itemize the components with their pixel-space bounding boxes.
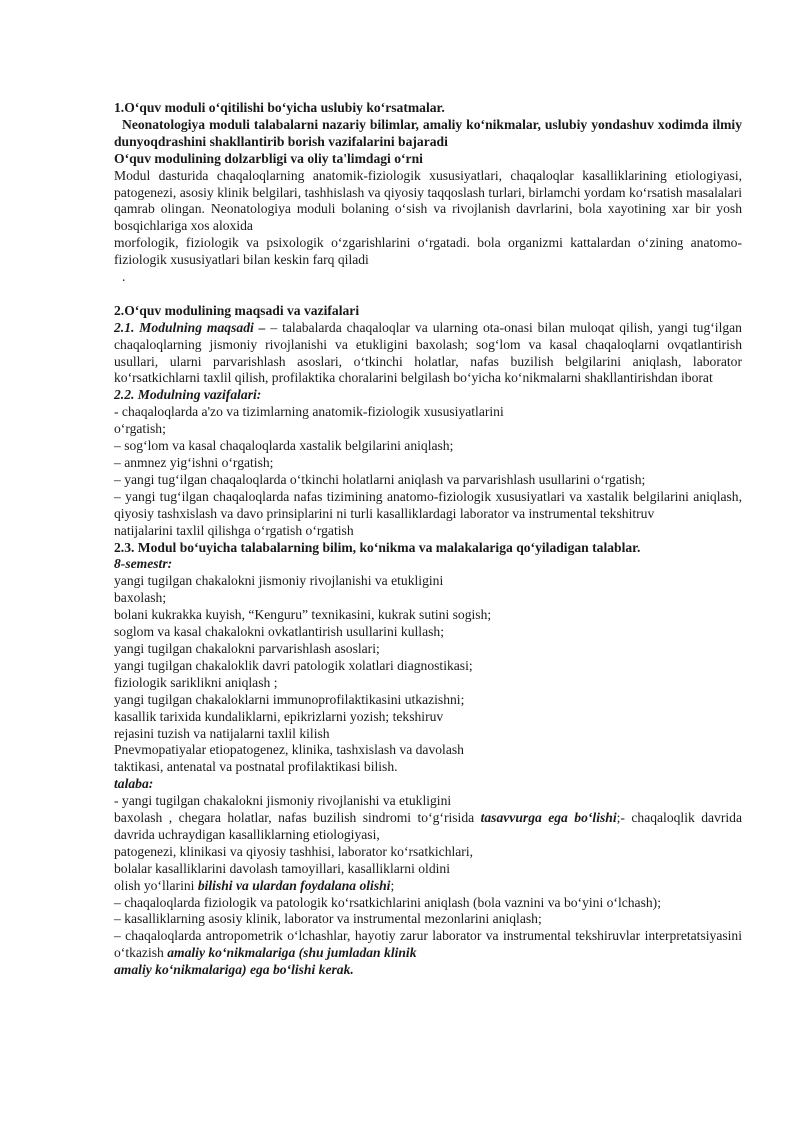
task-line: – sog‘lom va kasal chaqaloqlarda xastalik belgilarini aniqlash;	[114, 438, 454, 454]
student-line: patogenezi, klinikasi va qiyosiy tashhisi, laborator ko‘rsatkichlari,	[114, 843, 474, 859]
student-line: – kasalliklarning asosiy klinik, laborator va instrumental mezonlarini aniqlash;	[114, 911, 542, 927]
relevance-heading: O‘quv modulining dolzarbligi va oliy ta'limdagi o‘rni	[114, 150, 423, 166]
requirement-line: yangi tugilgan chakaloklarni immunoprofilaktikasini utkazishni;	[114, 691, 465, 707]
student-text: ;- chaqaloqlik davrida davrida uchraydigan kasalliklarning etiologiyasi,	[114, 810, 742, 842]
student-text: baxolash , chegara holatlar, nafas buzilish sindromi to‘g‘risida	[114, 810, 481, 826]
requirement-line: soglom va kasal chakalokni ovkatlantirish usullarini kullash;	[114, 624, 444, 640]
requirement-line: yangi tugilgan chakaloklik davri patologik xolatlari diagnostikasi;	[114, 657, 473, 673]
requirement-line: baxolash;	[114, 590, 167, 606]
task-line: o‘rgatish;	[114, 421, 166, 437]
stray-dot: .	[122, 269, 126, 285]
student-line: - yangi tugilgan chakalokni jismoniy rivojlanishi va etukligini	[114, 793, 452, 809]
semester-label: 8-semestr:	[114, 556, 173, 572]
task-line: – yangi tug‘ilgan chaqaloqlarda o‘tkinchi holatlarni aniqlash va parvarishlash usullarini o‘rgatish;	[114, 471, 646, 487]
student-label: talaba:	[114, 776, 154, 792]
requirement-line: yangi tugilgan chakalokni jismoniy rivojlanishi va etukligini	[114, 573, 444, 589]
tasks-label: 2.2. Modulning vazifalari:	[114, 387, 262, 403]
emphasis-text: bilishi va ulardan foydalana olishi	[197, 877, 391, 893]
requirement-line: rejasini tuzish va natijalarni taxlil kilish	[114, 725, 330, 741]
student-line	[114, 878, 742, 895]
goal-paragraph	[114, 320, 742, 388]
task-line: – yangi tug‘ilgan chaqaloqlarda nafas tizimining anatomo-fiziologik xususiyatlari va xastalik belgilarini aniqlash, qiyosiy tashxislash va davo prinsiplarini ni turli kasalliklardagi laborator va instrumental tekshitruv	[114, 488, 742, 521]
emphasis-text: tasavvurga ega bo‘lishi	[480, 810, 617, 826]
task-line: – anmnez yig‘ishni o‘rgatish;	[114, 455, 274, 471]
student-text: ;	[390, 877, 395, 893]
relevance-paragraph-1: Modul dasturida chaqaloqlarning anatomik-fiziologik xususiyatlari, chaqaloqlar kasalliklarining etiologiyasi, patogenezi, asosiy klinik belgilari, tashhislash va qiyosiy taqqoslash turlari, birlamchi yordam ko‘rsatish masalalari qamrab olingan. Neonatologiya moduli bolaning o‘sish va rivojlanish davrlarini, bola xayotining xar bir yosh bosqichlariga xos aloxida	[114, 167, 742, 234]
goal-text: – talabalarda chaqaloqlar va ularning ota-onasi bilan muloqat qilish, yangi tug‘ilgan chaqaloqlarning jismoniy rivojlanishi va etukligini baxolash; sog‘lom va kasal chaqaloqlarni ovqatlantirish usullari, ularni parvarishlash asoslari, o‘tkinchi holatlar, nafas buzilish belgilarini aniqlash, laborator ko‘rsatkichlarni taxlil qilish, profilaktika choralarini belgilash bo‘yicha ko‘nikmalarni shakllantirishdan iborat	[114, 319, 742, 386]
section-1-intro: Neonatologiya moduli talabalarni nazariy bilimlar, amaliy ko‘nikmalar, uslubiy yondashuv xodimda ilmiy dunyoqdrashini shakllantirib borish vazifalarini bajaradi	[114, 116, 742, 149]
goal-label: 2.1. Modulning maqsadi –	[114, 319, 266, 335]
section-3-heading: 2.3. Modul bo‘uyicha talabalarning bilim, ko‘nikma va malakalariga qo‘yiladigan talablar.	[114, 539, 641, 555]
student-line	[114, 810, 742, 844]
task-line: natijalarini taxlil qilishga o‘rgatish o‘rgatish	[114, 522, 354, 538]
document-page	[114, 100, 742, 979]
requirement-line: kasallik tarixida kundaliklarni, epikrizlarni yozish; tekshiruv	[114, 708, 444, 724]
section-2-heading: 2.O‘quv modulining maqsadi va vazifalari	[114, 302, 360, 318]
section-1-heading: 1.O‘quv moduli o‘qitilishi bo‘yicha uslubiy ko‘rsatmalar.	[114, 100, 445, 115]
requirement-line: fiziologik sariklikni aniqlash ;	[114, 674, 278, 690]
requirement-line: bolani kukrakka kuyish, “Kenguru” texnikasini, kukrak sutini sogish;	[114, 607, 492, 623]
student-text: – chaqaloqlarda antropometrik o‘lchashlar, hayotiy zarur laborator va instrumental tekshiruvlar interpretatsiyasini o‘tkazish	[114, 928, 742, 961]
student-line: amaliy ko‘nikmalariga) ega bo‘lishi kerak.	[114, 962, 354, 978]
requirement-line: taktikasi, antenatal va postnatal profilaktikasi bilish.	[114, 759, 398, 775]
student-line	[114, 928, 742, 962]
requirement-line: Pnevmopatiyalar etiopatogenez, klinika, tashxislash va davolash	[114, 742, 464, 758]
student-line: – chaqaloqlarda fiziologik va patologik ko‘rsatkichlarini aniqlash (bola vaznini va bo‘yini o‘lchash);	[114, 894, 661, 910]
emphasis-text: amaliy ko‘nikmalariga (shu jumladan klinik	[167, 945, 417, 961]
spacer	[114, 286, 742, 303]
relevance-paragraph-2: morfologik, fiziologik va psixologik o‘zgarishlarini o‘rgatadi. bola organizmi kattalardan o‘zining anatomo-fiziologik xususiyatlari bilan keskin farq qiladi	[114, 235, 742, 268]
requirement-line: yangi tugilgan chakalokni parvarishlash asoslari;	[114, 640, 380, 656]
student-line: bolalar kasalliklarini davolash tamoyillari, kasalliklarni oldini	[114, 860, 450, 876]
task-line: - chaqaloqlarda a'zo va tizimlarning anatomik-fiziologik xususiyatlarini	[114, 404, 504, 420]
student-text: olish yo‘llarini	[114, 877, 198, 893]
